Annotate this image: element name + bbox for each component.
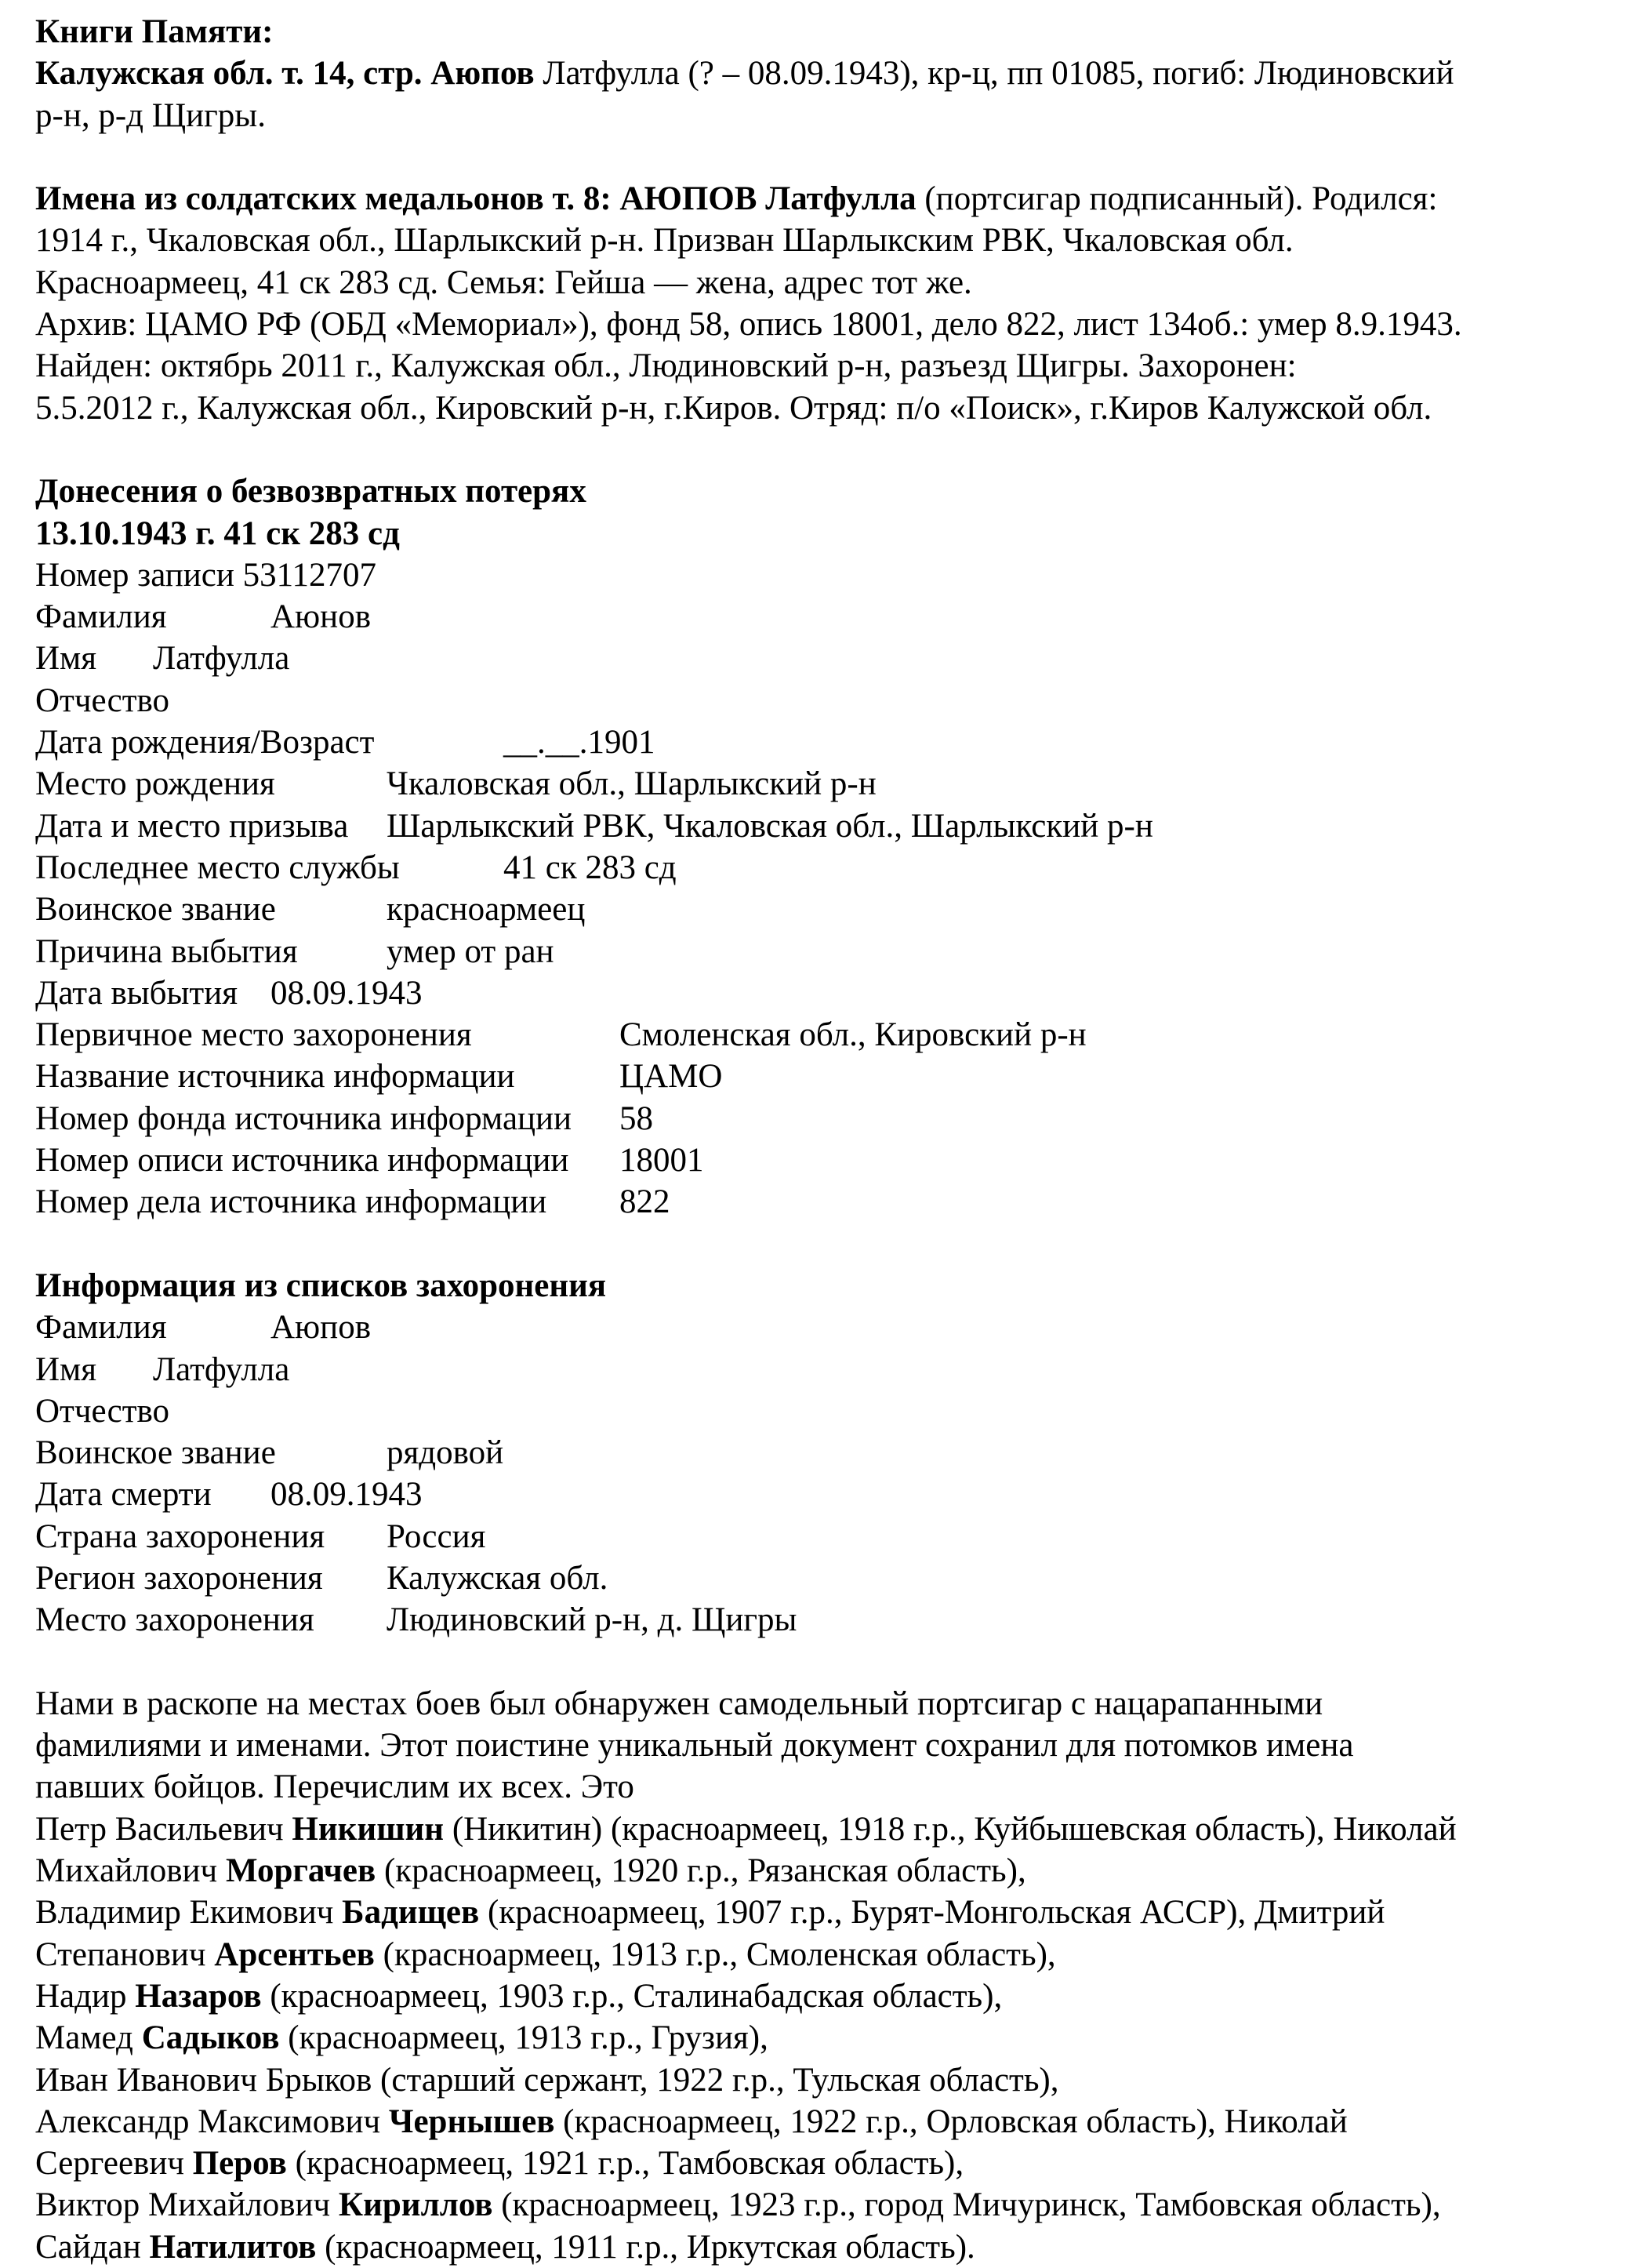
burial-field — [35, 1474, 1617, 1515]
field-value: 08.09.1943 — [270, 1476, 423, 1514]
name-text: Сергеевич — [35, 2145, 193, 2183]
field-value: красноармеец — [387, 891, 586, 929]
name-entry-line — [35, 1808, 1617, 1850]
losses-field — [35, 972, 1617, 1014]
field-label: Воинское звание — [35, 1434, 276, 1472]
surname: Моргачев — [225, 1852, 376, 1890]
field-label: Название источника информации — [35, 1058, 515, 1096]
losses-field — [35, 721, 1617, 763]
name-text: Мамед — [35, 2019, 142, 2057]
name-text: Иван Иванович Брыков (старший сержант, 1922 г.р., Тульская область), — [35, 2061, 1059, 2099]
losses-field — [35, 805, 1617, 847]
field-label: Причина выбытия — [35, 932, 298, 970]
field-label: Отчество — [35, 681, 170, 719]
medallions-line: Найден: октябрь 2011 г., Калужская обл., Людиновский р-н, разъезд Щигры. Захоронен: — [35, 347, 1297, 385]
surname: Никишин — [292, 1810, 445, 1848]
narrative-line: фамилиями и именами. Этот поистине уникальный документ сохранил для потомков имена — [35, 1727, 1354, 1765]
name-text: (красноармеец, 1920 г.р., Рязанская область), — [376, 1852, 1026, 1890]
field-value: Латфулла — [153, 1350, 290, 1388]
field-value: Аюнов — [270, 598, 371, 636]
field-value: 18001 — [619, 1142, 704, 1179]
losses-field — [35, 1014, 1617, 1056]
burial-field — [35, 1307, 1617, 1348]
name-entry-line — [35, 2143, 1617, 2184]
field-label: Имя — [35, 1350, 97, 1388]
field-value: 41 ск 283 сд — [503, 849, 677, 886]
name-entry-line — [35, 1934, 1617, 1975]
field-value: __.__.1901 — [503, 724, 655, 761]
name-text: Александр Максимович — [35, 2103, 389, 2140]
name-entry-line — [35, 1892, 1617, 1933]
field-label: Имя — [35, 640, 97, 678]
books-entry-bold: Калужская обл. т. 14, стр. Аюпов — [35, 55, 535, 93]
field-value: Шарлыкский РВК, Чкаловская обл., Шарлыкский р-н — [387, 807, 1153, 845]
field-label: Место рождения — [35, 765, 275, 803]
field-label: Номер описи источника информации — [35, 1142, 569, 1179]
name-text: Сайдан — [35, 2228, 150, 2266]
name-text: (красноармеец, 1913 г.р., Смоленская область), — [374, 1935, 1056, 1973]
field-value: Аюпов — [270, 1309, 371, 1347]
name-text: Владимир Екимович — [35, 1894, 343, 1932]
books-entry-line-2: р-н, р-д Щигры. — [35, 96, 266, 134]
name-text: (красноармеец, 1922 г.р., Орловская область), Николай — [554, 2103, 1348, 2140]
medallions-line: Архив: ЦАМО РФ (ОБД «Мемориал»), фонд 58, опись 18001, дело 822, лист 134об.: умер 8.9.1943. — [35, 306, 1462, 343]
burial-field — [35, 1390, 1617, 1432]
burial-heading: Информация из списков захоронения — [35, 1267, 607, 1304]
name-entry-line — [35, 1850, 1617, 1892]
medallions-bold: Имена из солдатских медальонов т. 8: АЮПОВ Латфулла — [35, 180, 917, 218]
medallions-rest: (портсигар подписанный). Родился: — [916, 180, 1438, 218]
name-text: (красноармеец, 1923 г.р., город Мичуринск, Тамбовская область), — [492, 2186, 1441, 2224]
field-label: Место захоронения — [35, 1601, 314, 1639]
surname: Чернышев — [388, 2103, 555, 2140]
field-label: Фамилия — [35, 1309, 167, 1347]
surname: Садыков — [141, 2019, 280, 2057]
surname: Арсентьев — [214, 1935, 375, 1973]
name-text: Виктор Михайлович — [35, 2186, 339, 2224]
medallions-line: 1914 г., Чкаловская обл., Шарлыкский р-н. Призван Шарлыкским РВК, Чкаловская обл. — [35, 222, 1294, 260]
losses-field — [35, 1056, 1617, 1097]
name-text: (красноармеец, 1907 г.р., Бурят-Монгольская АССР), Дмитрий — [479, 1894, 1385, 1932]
name-text: (красноармеец, 1911 г.р., Иркутская область). — [316, 2228, 975, 2266]
field-value: Латфулла — [153, 640, 290, 678]
field-value: Смоленская обл., Кировский р-н — [619, 1016, 1087, 1054]
name-text: (Никитин) (красноармеец, 1918 г.р., Куйбышевская область), Николай — [444, 1810, 1457, 1848]
name-text: (красноармеец, 1913 г.р., Грузия), — [279, 2019, 768, 2057]
books-entry-line-1 — [35, 53, 1617, 94]
losses-record-number: Номер записи 53112707 — [35, 556, 377, 594]
name-entry-line — [35, 2184, 1617, 2226]
losses-field — [35, 847, 1617, 889]
surname: Назаров — [135, 1977, 262, 2015]
losses-field — [35, 1181, 1617, 1223]
field-label: Отчество — [35, 1392, 170, 1430]
name-text: Надир — [35, 1977, 136, 2015]
field-label: Дата смерти — [35, 1476, 212, 1514]
name-entry-line — [35, 2226, 1617, 2268]
name-text: (красноармеец, 1903 г.р., Сталинабадская область), — [261, 1977, 1003, 2015]
surname: Перов — [192, 2145, 287, 2183]
field-label: Дата рождения/Возраст — [35, 724, 375, 761]
field-value: Людиновский р-н, д. Щигры — [387, 1601, 797, 1639]
field-label: Фамилия — [35, 598, 167, 636]
field-value: Калужская обл. — [387, 1559, 608, 1597]
names-list — [35, 1808, 1617, 2268]
field-label: Воинское звание — [35, 891, 276, 929]
field-label: Номер фонда источника информации — [35, 1099, 572, 1137]
medallions-line-1 — [35, 178, 1617, 220]
burial-field — [35, 1516, 1617, 1557]
name-entry-line — [35, 2017, 1617, 2059]
name-entry-line — [35, 1975, 1617, 2017]
losses-field — [35, 638, 1617, 679]
field-value: 58 — [619, 1099, 653, 1137]
losses-field — [35, 931, 1617, 972]
field-label: Последнее место службы — [35, 849, 400, 886]
losses-field — [35, 680, 1617, 721]
losses-field — [35, 889, 1617, 930]
burial-field — [35, 1557, 1617, 1599]
name-entry-line — [35, 2059, 1617, 2101]
field-label: Регион захоронения — [35, 1559, 323, 1597]
burial-field — [35, 1432, 1617, 1474]
surname: Бадищев — [342, 1894, 480, 1932]
field-label: Дата выбытия — [35, 974, 238, 1012]
field-value: Чкаловская обл., Шарлыкский р-н — [387, 765, 877, 803]
losses-heading: Донесения о безвозвратных потерях — [35, 473, 586, 511]
burial-field — [35, 1599, 1617, 1641]
losses-field — [35, 1139, 1617, 1181]
name-text: Степанович — [35, 1935, 215, 1973]
name-entry-line — [35, 2101, 1617, 2143]
surname: Натилитов — [149, 2228, 317, 2266]
field-label: Дата и место призыва — [35, 807, 349, 845]
field-label: Страна захоронения — [35, 1517, 325, 1555]
losses-subheading: 13.10.1943 г. 41 ск 283 сд — [35, 514, 400, 552]
medallions-line: 5.5.2012 г., Калужская обл., Кировский р-н, г.Киров. Отряд: п/о «Поиск», г.Киров Калужской обл. — [35, 389, 1432, 427]
field-label: Первичное место захоронения — [35, 1016, 472, 1054]
name-text: (красноармеец, 1921 г.р., Тамбовская область), — [286, 2145, 964, 2183]
medallions-line: Красноармеец, 41 ск 283 сд. Семья: Гейша — жена, адрес тот же. — [35, 264, 972, 301]
field-value: умер от ран — [387, 932, 554, 970]
books-entry-rest: Латфулла (? – 08.09.1943), кр-ц, пп 01085, погиб: Людиновский — [534, 55, 1454, 93]
name-text: Михайлович — [35, 1852, 226, 1890]
losses-field — [35, 1098, 1617, 1139]
field-value: рядовой — [387, 1434, 504, 1472]
narrative-line: Нами в раскопе на местах боев был обнаружен самодельный портсигар с нацарапанными — [35, 1685, 1323, 1722]
narrative-line: павших бойцов. Перечислим их всех. Это — [35, 1768, 634, 1806]
field-label: Номер дела источника информации — [35, 1183, 547, 1221]
field-value: ЦАМО — [619, 1058, 723, 1096]
losses-field — [35, 763, 1617, 805]
burial-field — [35, 1349, 1617, 1390]
field-value: 08.09.1943 — [270, 974, 423, 1012]
losses-field — [35, 596, 1617, 638]
name-text: Петр Васильевич — [35, 1810, 292, 1848]
field-value: 822 — [619, 1183, 670, 1221]
field-value: Россия — [387, 1517, 486, 1555]
surname: Кириллов — [338, 2186, 493, 2224]
books-heading: Книги Памяти: — [35, 13, 274, 50]
